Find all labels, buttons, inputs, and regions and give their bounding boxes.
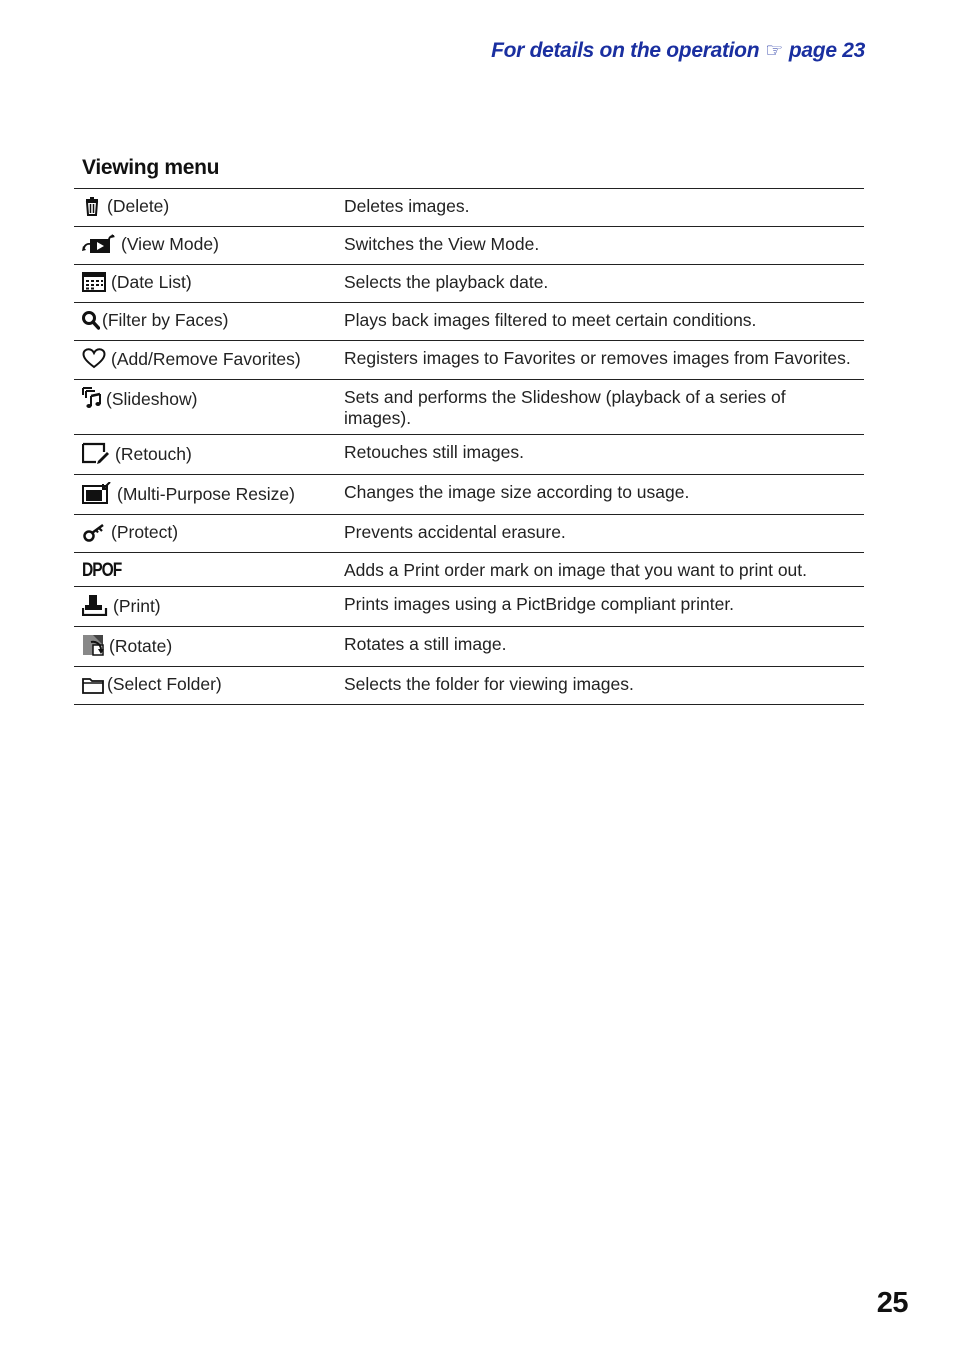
table-row (74, 587, 864, 627)
menu-item-description: Registers images to Favorites or removes images from Favorites. (344, 341, 864, 380)
menu-item-description: Selects the playback date. (344, 265, 864, 303)
menu-item-description: Prevents accidental erasure. (344, 515, 864, 553)
filter-faces-icon (82, 310, 100, 335)
dpof-icon: DPOF (82, 560, 122, 581)
menu-item-label: (Filter by Faces) (102, 310, 229, 330)
table-row (74, 667, 864, 705)
viewing-menu-table (74, 188, 864, 705)
menu-item-label: (Date List) (111, 272, 192, 292)
protect-key-icon (82, 522, 106, 547)
pointing-hand-icon: ☞ (765, 40, 783, 62)
menu-item-description: Sets and performs the Slideshow (playback of a series of images). (344, 380, 864, 435)
slideshow-icon (82, 387, 104, 414)
table-row (74, 475, 864, 515)
menu-item-description: Retouches still images. (344, 435, 864, 475)
table-row (74, 435, 864, 475)
view-mode-icon (82, 234, 116, 259)
menu-item-description: Deletes images. (344, 189, 864, 227)
heart-icon (82, 348, 106, 374)
table-row (74, 341, 864, 380)
table-row (74, 303, 864, 341)
table-row (74, 227, 864, 265)
operation-details-text: For details on the operation (491, 38, 760, 62)
menu-item-description: Switches the View Mode. (344, 227, 864, 265)
menu-item-description: Plays back images filtered to meet certain conditions. (344, 303, 864, 341)
table-row (74, 189, 864, 227)
print-icon (82, 594, 108, 621)
folder-icon (82, 676, 104, 699)
menu-item-label: (Protect) (111, 522, 179, 542)
menu-item-label: (Select Folder) (107, 674, 222, 694)
menu-item-label: (Multi-Purpose Resize) (117, 484, 295, 504)
menu-item-label: (View Mode) (121, 234, 219, 254)
menu-item-label: (Rotate) (109, 636, 173, 656)
menu-item-description: Adds a Print order mark on image that you want to print out. (344, 553, 864, 587)
menu-item-label: (Delete) (107, 196, 170, 216)
menu-item-label: (Print) (113, 596, 161, 616)
menu-item-description: Rotates a still image. (344, 627, 864, 667)
menu-item-description: Selects the folder for viewing images. (344, 667, 864, 705)
page-number: 25 (876, 1287, 908, 1319)
page-reference: page 23 (788, 38, 865, 62)
retouch-icon (82, 442, 110, 469)
section-title: Viewing menu (82, 156, 220, 179)
table-row (74, 627, 864, 667)
table-row (74, 515, 864, 553)
delete-icon (82, 196, 102, 221)
menu-item-description: Changes the image size according to usage. (344, 475, 864, 515)
table-row (74, 265, 864, 303)
rotate-icon (82, 634, 106, 661)
date-list-icon (82, 272, 106, 297)
menu-item-description: Prints images using a PictBridge compliant printer. (344, 587, 864, 627)
resize-icon (82, 482, 112, 509)
menu-item-label: (Retouch) (115, 444, 192, 464)
menu-item-label: (Slideshow) (106, 389, 198, 409)
table-row (74, 380, 864, 435)
table-row (74, 553, 864, 587)
menu-item-label: (Add/Remove Favorites) (111, 349, 301, 369)
operation-details-link[interactable] (491, 38, 865, 63)
